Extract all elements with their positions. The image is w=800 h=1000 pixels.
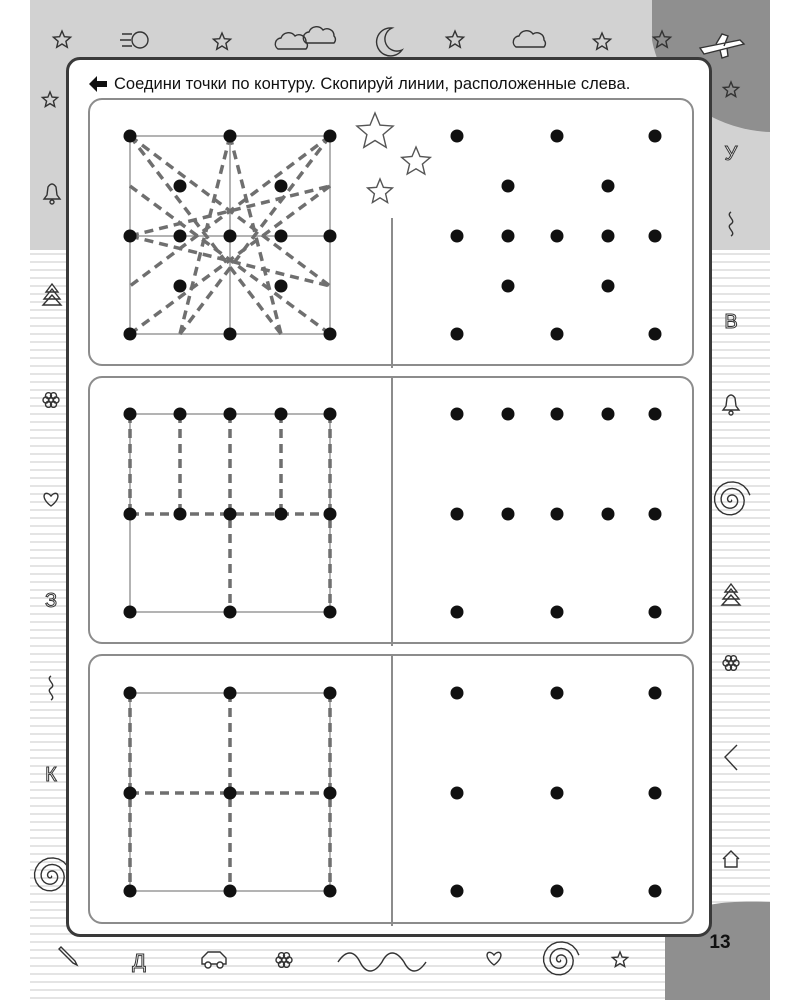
copy-dot[interactable] xyxy=(551,230,564,243)
copy-dot[interactable] xyxy=(602,230,615,243)
star-icon xyxy=(368,179,393,203)
sample-dot xyxy=(124,230,137,243)
copy-dot[interactable] xyxy=(502,408,515,421)
copy-dot[interactable] xyxy=(649,606,662,619)
copy-dot[interactable] xyxy=(451,687,464,700)
page-number: 13 xyxy=(709,932,731,953)
sample-dot xyxy=(224,230,237,243)
sample-dot xyxy=(124,885,137,898)
exercise-row-1 xyxy=(88,98,694,366)
sample-dot xyxy=(224,408,237,421)
sample-dot xyxy=(174,408,187,421)
sample-dot xyxy=(124,328,137,341)
sample-dot xyxy=(324,885,337,898)
sample-dot xyxy=(324,130,337,143)
sample-dot xyxy=(224,787,237,800)
sample-dot xyxy=(275,180,288,193)
border-letter: Д xyxy=(132,951,146,973)
sample-dot xyxy=(275,280,288,293)
sample-dot xyxy=(174,180,187,193)
sample-dot xyxy=(124,687,137,700)
instruction xyxy=(88,72,630,96)
exercise-2-canvas xyxy=(90,378,696,646)
copy-dot[interactable] xyxy=(602,280,615,293)
border-letter: З xyxy=(44,590,58,612)
sample-dot xyxy=(324,230,337,243)
sample-dot xyxy=(224,130,237,143)
copy-dot[interactable] xyxy=(602,408,615,421)
sample-dot xyxy=(124,130,137,143)
exercise-1-canvas xyxy=(90,100,696,368)
sample-dot xyxy=(224,687,237,700)
task-arrow-icon xyxy=(88,75,108,93)
copy-dot[interactable] xyxy=(451,606,464,619)
copy-dot[interactable] xyxy=(551,687,564,700)
border-letter: К xyxy=(45,764,57,786)
copy-dot[interactable] xyxy=(551,787,564,800)
copy-dot[interactable] xyxy=(551,408,564,421)
sample-dot xyxy=(275,408,288,421)
sample-dot xyxy=(124,508,137,521)
copy-dot[interactable] xyxy=(451,787,464,800)
copy-dot[interactable] xyxy=(451,508,464,521)
sample-dot xyxy=(324,787,337,800)
sample-dot xyxy=(124,606,137,619)
sample-dot xyxy=(324,606,337,619)
sample-dot xyxy=(224,606,237,619)
sample-dot xyxy=(324,408,337,421)
sample-dot xyxy=(275,230,288,243)
star-icon xyxy=(402,147,431,174)
sample-dot xyxy=(174,508,187,521)
copy-dot[interactable] xyxy=(649,787,662,800)
exercise-row-2 xyxy=(88,376,694,644)
copy-dot[interactable] xyxy=(551,130,564,143)
copy-dot[interactable] xyxy=(551,885,564,898)
copy-dot[interactable] xyxy=(502,508,515,521)
border-letter: У xyxy=(724,143,738,165)
sample-dot xyxy=(324,328,337,341)
copy-dot[interactable] xyxy=(451,130,464,143)
copy-dot[interactable] xyxy=(451,408,464,421)
sample-dot xyxy=(275,508,288,521)
copy-dot[interactable] xyxy=(502,230,515,243)
copy-dot[interactable] xyxy=(602,180,615,193)
copy-dot[interactable] xyxy=(649,230,662,243)
copy-dot[interactable] xyxy=(649,687,662,700)
sample-dot xyxy=(124,787,137,800)
border-letter: В xyxy=(724,311,738,333)
exercise-row-3 xyxy=(88,654,694,924)
sample-dot xyxy=(124,408,137,421)
sample-dot xyxy=(174,230,187,243)
decor-stars xyxy=(357,113,430,203)
copy-dot[interactable] xyxy=(451,885,464,898)
car-wheel xyxy=(217,962,223,968)
sample-dot xyxy=(324,687,337,700)
copy-dot[interactable] xyxy=(649,328,662,341)
copy-dot[interactable] xyxy=(649,130,662,143)
exercise-3-canvas xyxy=(90,656,696,926)
copy-dot[interactable] xyxy=(551,508,564,521)
copy-dot[interactable] xyxy=(551,606,564,619)
star-icon xyxy=(357,113,393,147)
copy-dot[interactable] xyxy=(602,508,615,521)
car-wheel xyxy=(205,962,211,968)
sample-dot xyxy=(174,280,187,293)
sample-dot xyxy=(224,885,237,898)
copy-dot[interactable] xyxy=(451,328,464,341)
instruction-text: Соедини точки по контуру. Скопируй линии, расположенные слева. xyxy=(114,74,631,93)
copy-dot[interactable] xyxy=(649,885,662,898)
copy-dot[interactable] xyxy=(551,328,564,341)
copy-dot[interactable] xyxy=(502,280,515,293)
sample-dot xyxy=(224,508,237,521)
copy-dot[interactable] xyxy=(649,508,662,521)
copy-dot[interactable] xyxy=(451,230,464,243)
sample-dot xyxy=(324,508,337,521)
copy-dot[interactable] xyxy=(649,408,662,421)
sample-dot xyxy=(224,328,237,341)
copy-dot[interactable] xyxy=(502,180,515,193)
